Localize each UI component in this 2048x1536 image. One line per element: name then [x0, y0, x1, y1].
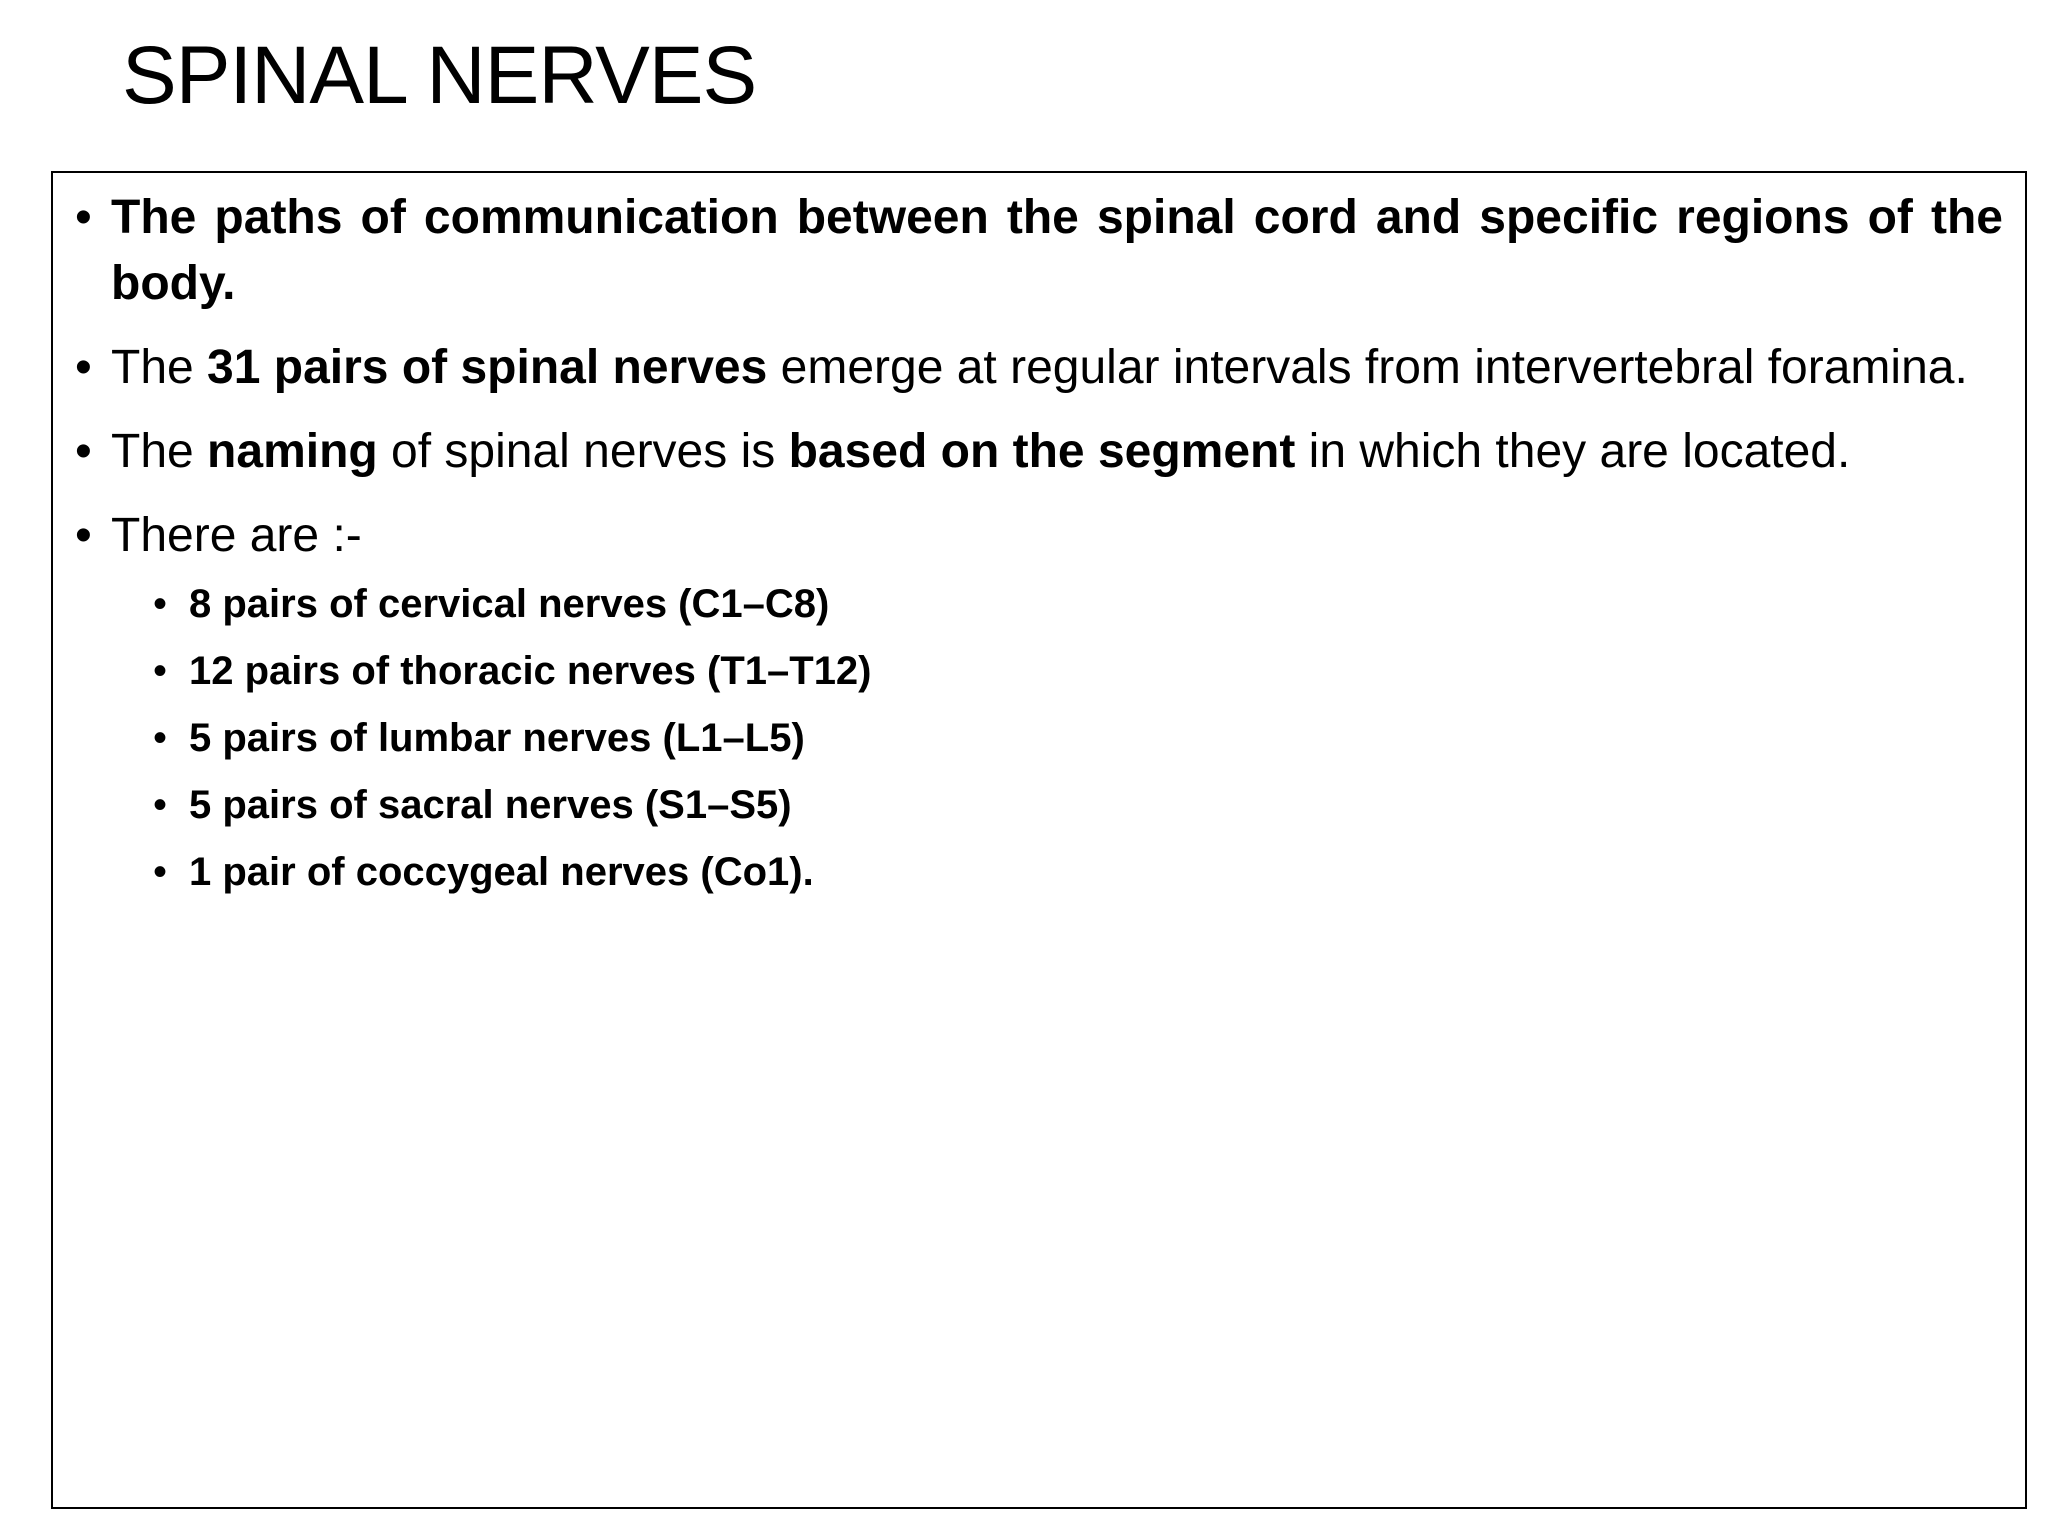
- bullet-item-31-pairs: [75, 335, 2003, 401]
- bullet-icon: •: [75, 341, 92, 394]
- bullet-text-segment-emphasis: based on the segment: [788, 425, 1296, 478]
- sub-bullet-icon: •: [153, 850, 168, 894]
- sub-bullet-text-cervical: 8 pairs of cervical nerves (C1–C8): [189, 582, 830, 626]
- sub-bullet-item-coccygeal: [153, 847, 2003, 897]
- bullet-text-naming-emphasis: naming: [207, 425, 378, 478]
- bullet-list: [75, 185, 2003, 897]
- sub-bullet-item-thoracic: [153, 646, 2003, 696]
- bullet-text-there-are: There are :-: [111, 509, 362, 562]
- sub-bullet-text-thoracic: 12 pairs of thoracic nerves (T1–T12): [189, 649, 872, 693]
- sub-bullet-list: [111, 579, 2003, 897]
- sub-bullet-icon: •: [153, 783, 168, 827]
- sub-bullet-item-sacral: [153, 780, 2003, 830]
- sub-bullet-icon: •: [153, 716, 168, 760]
- bullet-icon: •: [75, 425, 92, 478]
- bullet-text-31-pairs-emphasis: 31 pairs of spinal nerves: [207, 341, 768, 394]
- bullet-item-naming: [75, 419, 2003, 485]
- bullet-icon: •: [75, 191, 92, 244]
- bullet-text-naming-middle: of spinal nerves is: [377, 425, 789, 478]
- content-box: [51, 171, 2027, 1509]
- sub-bullet-text-lumbar: 5 pairs of lumbar nerves (L1–L5): [189, 716, 805, 760]
- bullet-text-31-pairs-prefix: The: [111, 341, 208, 394]
- bullet-text-naming-suffix: in which they are located.: [1295, 425, 1851, 478]
- sub-bullet-item-lumbar: [153, 713, 2003, 763]
- sub-bullet-item-cervical: [153, 579, 2003, 629]
- bullet-item-there-are: [75, 503, 2003, 897]
- bullet-text-naming-prefix: The: [111, 425, 208, 478]
- sub-bullet-text-sacral: 5 pairs of sacral nerves (S1–S5): [189, 783, 792, 827]
- sub-bullet-icon: •: [153, 582, 168, 626]
- bullet-item-communication-paths: [75, 185, 2003, 317]
- bullet-text-communication-paths: The paths of communication between the spinal cord and specific regions of the body.: [111, 191, 2003, 310]
- bullet-text-31-pairs-suffix: emerge at regular intervals from intervertebral foramina.: [767, 341, 1968, 394]
- slide-title: SPINAL NERVES: [122, 30, 757, 121]
- sub-bullet-icon: •: [153, 649, 168, 693]
- sub-bullet-text-coccygeal: 1 pair of coccygeal nerves (Co1).: [189, 850, 814, 894]
- bullet-icon: •: [75, 509, 92, 562]
